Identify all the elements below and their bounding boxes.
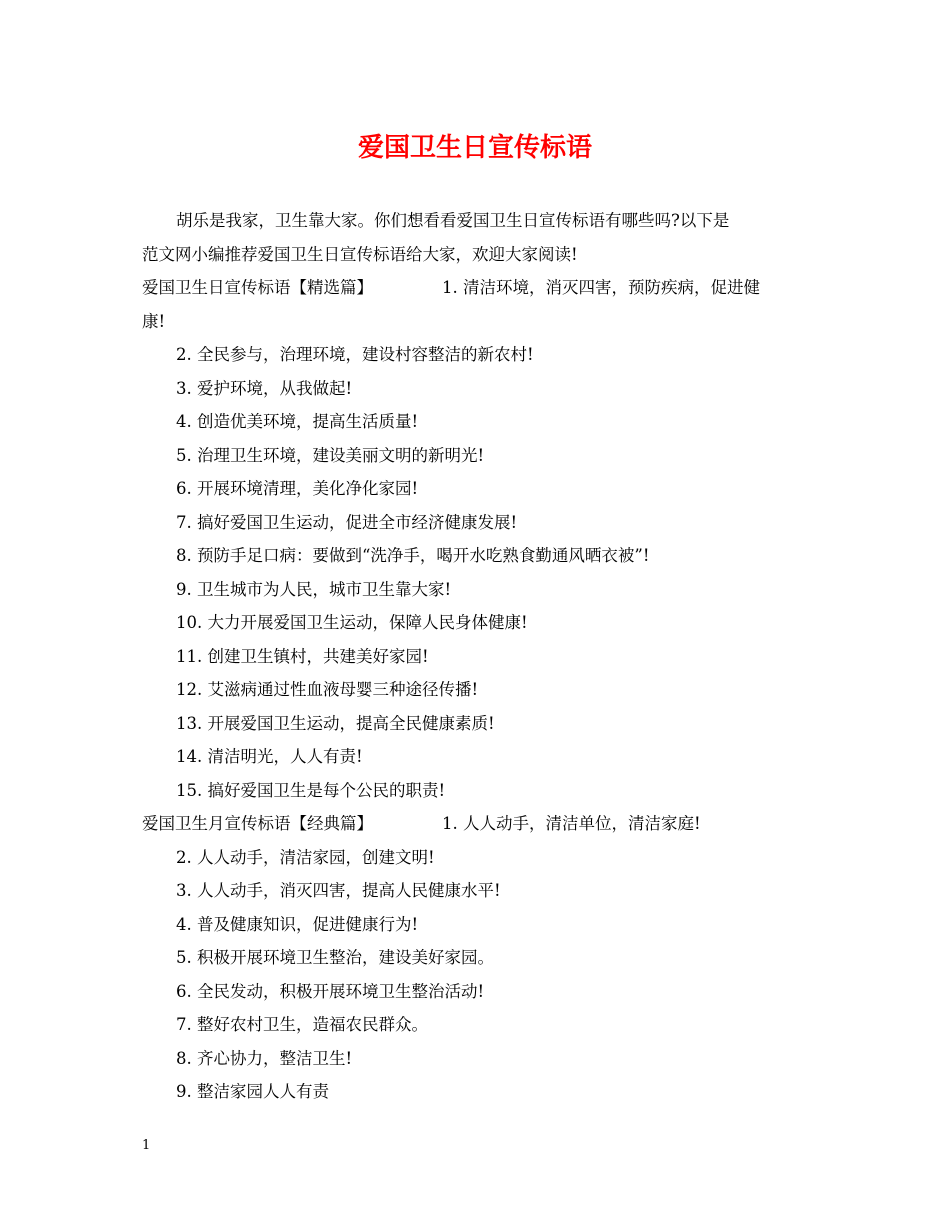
- section-1-item: 4. 创造优美环境，提高生活质量!: [176, 412, 419, 431]
- section-1-item: 15. 搞好爱国卫生是每个公民的职责!: [176, 780, 446, 800]
- section-1-item: 12. 艾滋病通过性血液母婴三种途径传播!: [176, 680, 479, 699]
- section-1-item: 2. 全民参与，治理环境，建设村容整洁的新农村!: [176, 345, 534, 364]
- page-number: 1: [142, 1138, 151, 1153]
- document-body: [142, 204, 817, 1109]
- section-1-item: 7. 搞好爱国卫生运动，促进全市经济健康发展!: [176, 512, 518, 532]
- page-title: 爱国卫生日宣传标语: [357, 133, 592, 163]
- section-1-item: 3. 爱护环境，从我做起!: [176, 378, 353, 398]
- section-1-item: 6. 开展环境清理，美化净化家园!: [176, 479, 419, 498]
- section-1-item: 8. 预防手足口病：要做到“洗净手，喝开水吃熟食勤通风晒衣被”!: [176, 546, 650, 565]
- section-1-heading: 爱国卫生日宣传标语【精选篇】: [142, 278, 373, 297]
- section-2-item: 6. 全民发动，积极开展环境卫生整治活动!: [176, 981, 485, 1001]
- section-2-item: 7. 整好农村卫生，造福农民群众。: [176, 1015, 428, 1034]
- section-2-item-1: 1. 人人动手，清洁单位，清洁家庭!: [442, 814, 701, 833]
- section-1-item: 10. 大力开展爱国卫生运动，保障人民身体健康!: [176, 613, 528, 632]
- section-1-item: 5. 治理卫生环境，建设美丽文明的新明光!: [176, 445, 485, 465]
- section-1-item: 11. 创建卫生镇村，共建美好家园!: [176, 646, 429, 666]
- section-2-item: 5. 积极开展环境卫生整治，建设美好家园。: [176, 948, 494, 967]
- section-1-item-1-cont: 康!: [142, 311, 166, 331]
- section-1-item: 9. 卫生城市为人民，城市卫生靠大家!: [176, 579, 452, 599]
- section-1-item: 14. 清洁明光，人人有责!: [176, 747, 363, 766]
- section-2-heading-row: [142, 807, 817, 841]
- section-2-item: 8. 齐心协力，整洁卫生!: [176, 1048, 353, 1068]
- section-1-item-1: 1. 清洁环境，消灭四害，预防疾病，促进健: [442, 278, 760, 297]
- section-2-item: 4. 普及健康知识，促进健康行为!: [176, 914, 419, 934]
- intro-line-1: 胡乐是我家，卫生靠大家。你们想看看爱国卫生日宣传标语有哪些吗?以下是: [176, 211, 730, 230]
- section-2-item: 2. 人人动手，清洁家园，创建文明!: [176, 847, 435, 867]
- section-1-heading-row: [142, 271, 817, 305]
- intro-line-2: 范文网小编推荐爱国卫生日宣传标语给大家，欢迎大家阅读!: [142, 244, 578, 264]
- section-1-item: 13. 开展爱国卫生运动，提高全民健康素质!: [176, 713, 495, 733]
- section-2-item: 3. 人人动手，消灭四害，提高人民健康水平!: [176, 881, 501, 900]
- section-2-item: 9. 整洁家园人人有责: [176, 1082, 329, 1101]
- section-2-heading: 爱国卫生月宣传标语【经典篇】: [142, 814, 373, 833]
